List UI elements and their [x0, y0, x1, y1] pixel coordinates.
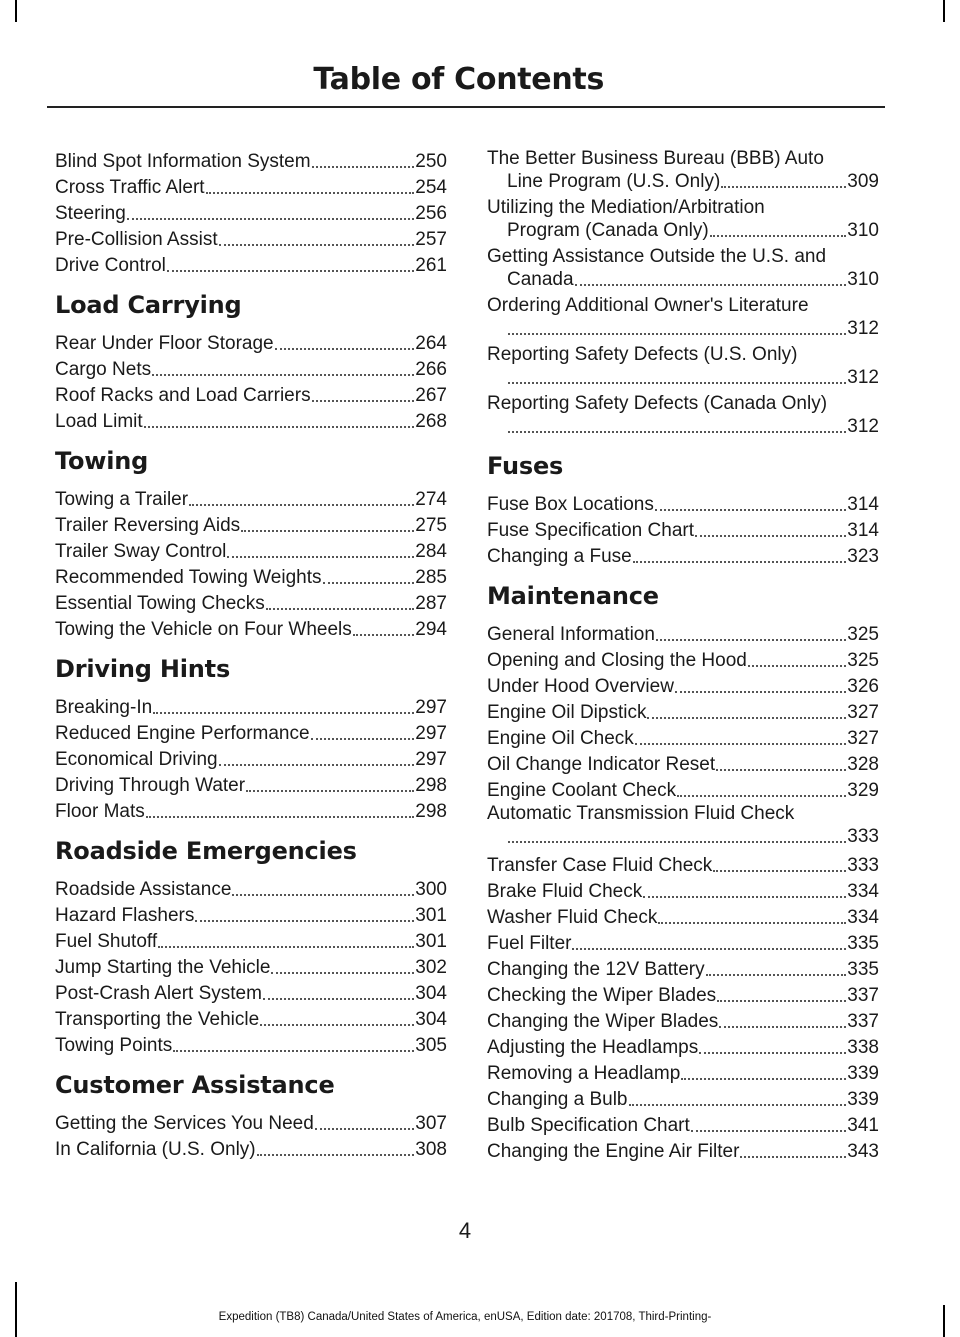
toc-entry-page: 335	[847, 933, 879, 954]
toc-entry[interactable]	[55, 589, 447, 615]
toc-entry[interactable]	[487, 196, 879, 242]
toc-entry-page: 333	[847, 826, 879, 847]
toc-entry-title: Blind Spot Information System	[55, 151, 311, 172]
toc-entry-title: Changing the Wiper Blades	[487, 1011, 719, 1032]
toc-entry-page: 339	[847, 1063, 879, 1084]
toc-entry[interactable]	[55, 953, 447, 979]
toc-entry-title-cont: Line Program (U.S. Only)	[507, 171, 721, 192]
toc-leader-dots	[241, 530, 414, 532]
toc-entry[interactable]	[487, 1137, 879, 1163]
toc-entry[interactable]	[55, 147, 447, 173]
toc-entry-page: 297	[415, 697, 447, 718]
toc-entry[interactable]	[487, 1059, 879, 1085]
toc-entry-title: Towing a Trailer	[55, 489, 189, 510]
toc-entry-title: General Information	[487, 624, 655, 645]
toc-entry[interactable]	[55, 225, 447, 251]
toc-entry[interactable]	[55, 563, 447, 589]
toc-entry-page: 284	[415, 541, 447, 562]
toc-entry-title: Transporting the Vehicle	[55, 1009, 260, 1030]
toc-entry-title: Removing a Headlamp	[487, 1063, 681, 1084]
toc-leader-dots	[635, 743, 847, 745]
toc-entry[interactable]	[487, 750, 879, 776]
toc-entry[interactable]	[55, 485, 447, 511]
toc-leader-dots	[189, 504, 414, 506]
toc-entry-title: Fuse Box Locations	[487, 494, 654, 515]
toc-leader-dots	[748, 665, 846, 667]
toc-entry[interactable]	[55, 797, 447, 823]
toc-entry-page: 343	[847, 1141, 879, 1162]
toc-entry-continuation	[487, 268, 879, 291]
toc-leader-dots	[508, 841, 846, 843]
toc-entry-page: 326	[847, 676, 879, 697]
toc-leader-dots	[695, 535, 846, 537]
toc-leader-dots	[311, 738, 415, 740]
toc-entry-title: Breaking-In	[55, 697, 153, 718]
toc-entry-continuation	[487, 366, 879, 389]
toc-entry[interactable]	[487, 1111, 879, 1137]
toc-entry-page: 309	[847, 171, 879, 192]
toc-leader-dots	[508, 431, 846, 433]
toc-entry-page: 312	[847, 416, 879, 437]
toc-entry[interactable]	[55, 745, 447, 771]
toc-entry-page: 312	[847, 318, 879, 339]
toc-entry-page: 301	[415, 931, 447, 952]
toc-entry-title: Towing Points	[55, 1035, 173, 1056]
toc-leader-dots	[232, 894, 414, 896]
toc-entry[interactable]	[487, 955, 879, 981]
toc-entry-page: 304	[415, 1009, 447, 1030]
toc-entry-page: 300	[415, 879, 447, 900]
toc-entry-title: Engine Oil Dipstick	[487, 702, 647, 723]
toc-entry-title: Trailer Reversing Aids	[55, 515, 241, 536]
toc-leader-dots	[263, 998, 414, 1000]
toc-entry-title: In California (U.S. Only)	[55, 1139, 256, 1160]
toc-leader-dots	[633, 561, 847, 563]
toc-entry-title: Pre-Collision Assist	[55, 229, 218, 250]
toc-entry-page: 314	[847, 494, 879, 515]
toc-leader-dots	[260, 1024, 414, 1026]
toc-entry-continuation	[487, 825, 879, 848]
toc-leader-dots	[158, 946, 414, 948]
toc-entry-page: 307	[415, 1113, 447, 1134]
toc-leader-dots	[717, 1000, 846, 1002]
toc-entry-title-cont: Program (Canada Only)	[507, 220, 709, 241]
toc-entry[interactable]	[487, 147, 879, 193]
toc-leader-dots	[658, 922, 846, 924]
toc-entry-page: 308	[415, 1139, 447, 1160]
toc-entry[interactable]	[55, 719, 447, 745]
toc-entry-title: Fuel Filter	[487, 933, 572, 954]
toc-entry-title: Oil Change Indicator Reset	[487, 754, 716, 775]
toc-entry[interactable]	[487, 294, 879, 340]
toc-entry[interactable]	[55, 511, 447, 537]
toc-entry[interactable]	[487, 672, 879, 698]
toc-entry[interactable]	[55, 771, 447, 797]
toc-entry[interactable]	[55, 1005, 447, 1031]
toc-entry-page: 297	[415, 749, 447, 770]
toc-entry-page: 294	[415, 619, 447, 640]
toc-entry-page: 261	[415, 255, 447, 276]
toc-entry-title: Reporting Safety Defects (Canada Only)	[487, 393, 828, 414]
toc-leader-dots	[195, 920, 414, 922]
toc-entry[interactable]	[487, 245, 879, 291]
toc-entry[interactable]	[487, 392, 879, 438]
toc-entry-page: 285	[415, 567, 447, 588]
toc-leader-dots	[271, 972, 414, 974]
toc-leader-dots	[677, 795, 846, 797]
toc-leader-dots	[206, 192, 415, 194]
toc-entry[interactable]	[55, 173, 447, 199]
toc-column-right	[487, 147, 879, 1163]
toc-entry-title: Adjusting the Headlamps	[487, 1037, 699, 1058]
section-heading: Roadside Emergencies	[55, 837, 357, 865]
toc-leader-dots	[173, 1050, 414, 1052]
crop-mark-top-right-v	[943, 0, 945, 22]
toc-entry[interactable]	[55, 381, 447, 407]
toc-leader-dots	[315, 1128, 415, 1130]
toc-entry-title: Opening and Closing the Hood	[487, 650, 747, 671]
header-rule	[47, 106, 885, 108]
toc-entry-page: 312	[847, 367, 879, 388]
toc-entry[interactable]	[487, 877, 879, 903]
toc-entry-title: Changing the Engine Air Filter	[487, 1141, 740, 1162]
toc-entry-page: 341	[847, 1115, 879, 1136]
toc-entry[interactable]	[55, 1031, 447, 1057]
toc-entry[interactable]	[487, 802, 879, 848]
toc-entry[interactable]	[55, 329, 447, 355]
toc-entry-title: Roadside Assistance	[55, 879, 232, 900]
toc-leader-dots	[706, 974, 847, 976]
toc-leader-dots	[127, 218, 415, 220]
toc-entry[interactable]	[55, 355, 447, 381]
toc-entry-title: Economical Driving	[55, 749, 218, 770]
toc-leader-dots	[740, 1156, 846, 1158]
toc-entry[interactable]	[55, 199, 447, 225]
toc-entry-page: 338	[847, 1037, 879, 1058]
toc-entry-page: 301	[415, 905, 447, 926]
toc-entry[interactable]	[55, 251, 447, 277]
toc-leader-dots	[257, 1154, 415, 1156]
toc-entry-title: Changing a Bulb	[487, 1089, 628, 1110]
toc-leader-dots	[575, 284, 847, 286]
toc-entry[interactable]	[487, 490, 879, 516]
toc-entry-title: Washer Fluid Check	[487, 907, 658, 928]
toc-entry-title: Trailer Sway Control	[55, 541, 227, 562]
toc-leader-dots	[153, 712, 414, 714]
toc-leader-dots	[713, 870, 846, 872]
toc-leader-dots	[312, 166, 415, 168]
toc-entry-title: Load Limit	[55, 411, 143, 432]
toc-entry[interactable]	[55, 615, 447, 641]
toc-entry-page: 268	[415, 411, 447, 432]
toc-leader-dots	[144, 426, 415, 428]
toc-entry-title: Essential Towing Checks	[55, 593, 265, 614]
toc-entry-page: 250	[415, 151, 447, 172]
toc-entry-title: Transfer Case Fluid Check	[487, 855, 713, 876]
toc-entry-page: 323	[847, 546, 879, 567]
toc-entry-title: The Better Business Bureau (BBB) Auto	[487, 148, 824, 169]
toc-leader-dots	[681, 1078, 846, 1080]
toc-entry[interactable]	[487, 542, 879, 568]
toc-entry[interactable]	[55, 979, 447, 1005]
toc-entry-page: 298	[415, 775, 447, 796]
toc-entry-title: Utilizing the Mediation/Arbitration	[487, 197, 765, 218]
toc-entry-page: 333	[847, 855, 879, 876]
toc-entry-title: Changing a Fuse	[487, 546, 632, 567]
toc-entry[interactable]	[55, 875, 447, 901]
toc-leader-dots	[167, 270, 414, 272]
toc-entry-page: 310	[847, 220, 879, 241]
toc-entry-title: Getting Assistance Outside the U.S. and	[487, 246, 827, 267]
page-title: Table of Contents	[313, 62, 604, 97]
toc-entry-title: Rear Under Floor Storage	[55, 333, 274, 354]
toc-entry[interactable]	[55, 407, 447, 433]
toc-leader-dots	[719, 1026, 846, 1028]
toc-entry-page: 337	[847, 985, 879, 1006]
toc-leader-dots	[246, 790, 414, 792]
toc-entry[interactable]	[487, 929, 879, 955]
toc-entry-title: Hazard Flashers	[55, 905, 195, 926]
toc-entry-page: 327	[847, 702, 879, 723]
toc-entry-page: 314	[847, 520, 879, 541]
crop-mark-bottom-left-v	[15, 1282, 17, 1337]
toc-leader-dots	[323, 582, 415, 584]
crop-mark-bottom-right-v	[943, 1305, 945, 1337]
toc-entry-title: Steering	[55, 203, 126, 224]
toc-entry-title: Changing the 12V Battery	[487, 959, 705, 980]
toc-leader-dots	[275, 348, 415, 350]
toc-entry[interactable]	[487, 1007, 879, 1033]
toc-leader-dots	[643, 896, 846, 898]
toc-entry[interactable]	[487, 516, 879, 542]
toc-entry-page: 335	[847, 959, 879, 980]
toc-entry-title: Post-Crash Alert System	[55, 983, 262, 1004]
toc-entry-page: 328	[847, 754, 879, 775]
toc-entry[interactable]	[487, 903, 879, 929]
toc-entry-title: Bulb Specification Chart	[487, 1115, 690, 1136]
toc-leader-dots	[656, 639, 846, 641]
toc-entry-page: 337	[847, 1011, 879, 1032]
toc-leader-dots	[572, 948, 846, 950]
page-number: 4	[458, 1218, 472, 1243]
toc-entry[interactable]	[487, 698, 879, 724]
toc-entry-title: Checking the Wiper Blades	[487, 985, 717, 1006]
toc-leader-dots	[266, 608, 414, 610]
toc-leader-dots	[152, 374, 414, 376]
toc-leader-dots	[699, 1052, 846, 1054]
toc-entry-title: Jump Starting the Vehicle	[55, 957, 271, 978]
toc-entry[interactable]	[487, 620, 879, 646]
toc-entry[interactable]	[55, 693, 447, 719]
toc-entry-title: Automatic Transmission Fluid Check	[487, 803, 795, 824]
toc-entry-page: 267	[415, 385, 447, 406]
toc-entry-page: 257	[415, 229, 447, 250]
toc-entry[interactable]	[487, 724, 879, 750]
toc-entry-page: 256	[415, 203, 447, 224]
toc-entry-title: Reduced Engine Performance	[55, 723, 310, 744]
toc-entry-page: 297	[415, 723, 447, 744]
toc-entry-page: 264	[415, 333, 447, 354]
toc-entry-page: 275	[415, 515, 447, 536]
toc-entry-title: Driving Through Water	[55, 775, 246, 796]
toc-entry-page: 310	[847, 269, 879, 290]
toc-leader-dots	[675, 691, 846, 693]
toc-entry[interactable]	[55, 1135, 447, 1161]
edition-footer: Expedition (TB8) Canada/United States of America, enUSA, Edition date: 201708, Third-Printing-	[218, 1311, 712, 1323]
toc-leader-dots	[647, 717, 846, 719]
toc-entry-title: Cross Traffic Alert	[55, 177, 205, 198]
toc-entry-title: Engine Coolant Check	[487, 780, 677, 801]
toc-entry-title: Engine Oil Check	[487, 728, 634, 749]
toc-entry[interactable]	[487, 646, 879, 672]
toc-entry-title: Getting the Services You Need	[55, 1113, 314, 1134]
toc-entry[interactable]	[487, 981, 879, 1007]
toc-entry-title: Towing the Vehicle on Four Wheels	[55, 619, 352, 640]
toc-leader-dots	[508, 382, 846, 384]
toc-entry-title: Floor Mats	[55, 801, 145, 822]
crop-mark-top-left-v	[15, 0, 17, 22]
toc-entry[interactable]	[487, 1033, 879, 1059]
toc-leader-dots	[629, 1104, 847, 1106]
section-heading: Fuses	[487, 452, 564, 480]
toc-entry-page: 302	[415, 957, 447, 978]
toc-entry-continuation	[487, 317, 879, 340]
toc-leader-dots	[219, 764, 415, 766]
toc-entry-page: 274	[415, 489, 447, 510]
toc-entry[interactable]	[55, 901, 447, 927]
toc-entry-title: Cargo Nets	[55, 359, 152, 380]
toc-entry-page: 325	[847, 624, 879, 645]
toc-entry-page: 325	[847, 650, 879, 671]
toc-entry-page: 254	[415, 177, 447, 198]
toc-leader-dots	[146, 816, 415, 818]
toc-entry-page: 327	[847, 728, 879, 749]
toc-entry-title: Reporting Safety Defects (U.S. Only)	[487, 344, 798, 365]
toc-entry-title: Fuse Specification Chart	[487, 520, 694, 541]
toc-entry-title: Fuel Shutoff	[55, 931, 158, 952]
toc-leader-dots	[227, 556, 414, 558]
toc-entry-continuation	[487, 170, 879, 193]
toc-leader-dots	[710, 235, 847, 237]
toc-column-left	[55, 147, 447, 1161]
toc-entry[interactable]	[55, 537, 447, 563]
toc-leader-dots	[508, 333, 846, 335]
toc-entry-page: 304	[415, 983, 447, 1004]
toc-entry-title: Under Hood Overview	[487, 676, 674, 697]
toc-entry[interactable]	[487, 1085, 879, 1111]
section-heading: Customer Assistance	[55, 1071, 335, 1099]
toc-entry[interactable]	[487, 776, 879, 802]
toc-leader-dots	[353, 634, 415, 636]
toc-entry-page: 266	[415, 359, 447, 380]
toc-entry-title: Brake Fluid Check	[487, 881, 643, 902]
toc-entry[interactable]	[487, 343, 879, 389]
section-heading: Load Carrying	[55, 291, 242, 319]
toc-leader-dots	[219, 244, 415, 246]
toc-entry-page: 329	[847, 780, 879, 801]
section-heading: Driving Hints	[55, 655, 231, 683]
toc-leader-dots	[691, 1130, 847, 1132]
toc-entry-title: Recommended Towing Weights	[55, 567, 322, 588]
section-heading: Maintenance	[487, 582, 659, 610]
toc-entry-page: 334	[847, 881, 879, 902]
toc-entry-page: 287	[415, 593, 447, 614]
toc-leader-dots	[716, 769, 846, 771]
toc-entry[interactable]	[55, 1109, 447, 1135]
toc-leader-dots	[312, 400, 415, 402]
toc-entry-page: 334	[847, 907, 879, 928]
toc-leader-dots	[655, 509, 846, 511]
section-heading: Towing	[55, 447, 149, 475]
toc-entry[interactable]	[487, 851, 879, 877]
toc-entry-page: 298	[415, 801, 447, 822]
toc-entry-continuation	[487, 219, 879, 242]
toc-entry-page: 305	[415, 1035, 447, 1056]
toc-leader-dots	[721, 186, 846, 188]
toc-entry-title: Roof Racks and Load Carriers	[55, 385, 311, 406]
toc-entry-title: Ordering Additional Owner's Literature	[487, 295, 809, 316]
toc-entry-title-cont: Canada	[507, 269, 574, 290]
toc-entry[interactable]	[55, 927, 447, 953]
toc-entry-page: 339	[847, 1089, 879, 1110]
toc-entry-title: Drive Control	[55, 255, 166, 276]
toc-entry-continuation	[487, 415, 879, 438]
